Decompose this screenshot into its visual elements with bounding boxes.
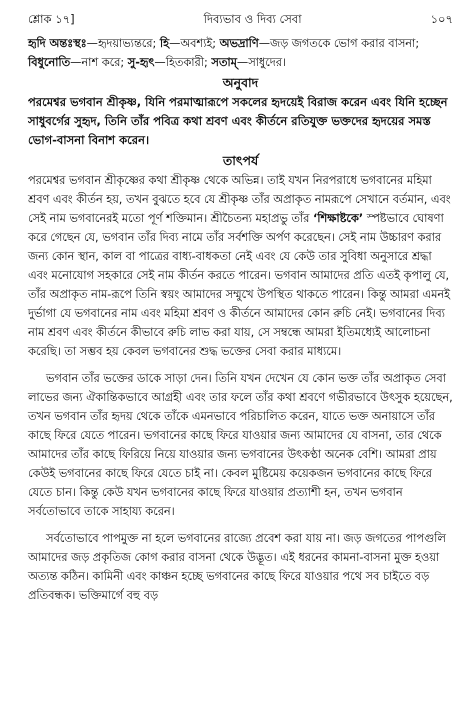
word-meanings	[28, 34, 453, 72]
translation-text: পরমেশ্বর ভগবান শ্রীকৃষ্ণ, যিনি পরমাত্মারূপে সকলের হৃদয়েই বিরাজ করেন এবং যিনি হচ্ছেন সাধুবর্গের সুহৃদ, তিনি তাঁর পবিত্র কথা শ্রবণ এবং কীর্তনে রতিযুক্ত ভক্তদের হৃদয়ের সমস্ত ভোগ-বাসনা বিনাশ করেন।	[28, 95, 448, 147]
chapter-title: দিব্যভাব ও দিব্য সেবা	[203, 12, 302, 26]
synonym-meaning: —সাধুদের।	[236, 56, 286, 69]
emphasized-title: ‘শিক্ষাষ্টকে’	[312, 212, 364, 225]
verse-reference: শ্লোক ১৭]	[28, 12, 75, 26]
synonym-meaning: —অবশ্যই;	[169, 37, 220, 50]
purport-body	[28, 171, 453, 605]
synonym-word: সতাম্‌	[211, 56, 237, 69]
page-number: ১০৭	[430, 12, 453, 26]
synonym-word: বিধুনোতি	[28, 56, 71, 69]
synonym-meaning: —নাশ করে;	[70, 56, 128, 69]
paragraph-text: সর্বতোভাবে পাপমুক্ত না হলে ভগবানের রাজ্যে প্রবেশ করা যায় না। জড় জগতের পাপগুলি আমাদের জড় প্রকৃতিজ কোগ করার বাসনা থেকে উদ্ভূত। এই ধরনের কামনা-বাসনা মুক্ত হওয়া অত্যন্ত কঠিন। কামিনী এবং কাঞ্চন হচ্ছে ভগবানের কাছে ফিরে যাওয়ার পথে সব চাইতে বড় প্রতিবন্ধক। ভক্তিমার্গে বহু বড়	[28, 532, 446, 602]
synonym-word: হি	[159, 37, 170, 50]
translation-heading: অনুবাদ	[222, 75, 259, 90]
paragraph-text: পরমেশ্বর ভগবান শ্রীকৃষ্ণের কথা শ্রীকৃষ্ণ থেকে অভিন্ন। তাই যখন নিরপরাধে ভগবানের মহিমা শ্রবণ এবং কীর্তন হয়, তখন বুঝতে হবে যে শ্রীকৃষ্ণ তাঁর অপ্রাকৃত নামরূপে সেখানে বর্তমান, এবং সেই নাম ভগবানেরই মতো পূর্ণ শক্তিমান। শ্রীচৈতন্য মহাপ্রভু তাঁর	[28, 174, 451, 225]
purport-paragraph	[28, 369, 453, 521]
synonym-word: সু-হৃৎ	[127, 56, 155, 69]
synonym-word: অভদ্রাণি	[219, 37, 259, 50]
synonym-meaning: —হিতকারী;	[154, 56, 212, 69]
page-header	[28, 6, 453, 32]
paragraph-text: স্পষ্টভাবে ঘোষণা করে গেছেন যে, ভগবান তাঁর দিব্য নামে তাঁর সর্বশক্তি অর্পণ করেছেন। সেই নাম উচ্চারণ করার জন্য কোন স্থান, কাল বা পাত্রের বাধ্য-বাধকতা নেই এবং যে কেউ তার সুবিধা অনুসারে শ্রদ্ধা এবং মনোযোগ সহকারে সেই নাম কীর্তন করতে পারেন। ভগবান আমাদের প্রতি এতই কৃপালু যে, তাঁর অপ্রাকৃত নাম-রূপে তিনি স্বয়ং আমাদের সম্মুখে উপস্থিত থাকতে পারেন। কিন্তু আমরা এমনই দুর্ভাগা যে ভগবানের নাম এবং মহিমা শ্রবণ ও কীর্তনে আমাদের কোন রুচি নেই। ভগবানের দিব্য নাম শ্রবণ এবং কীর্তনে কীভাবে রুচি লাভ করা যায়, সে সম্বন্ধে আমরা ইতিমধ্যেই আলোচনা করেছি। তা সম্ভব হয় কেবল ভগবানের শুদ্ধ ভক্তের সেবা করার মাধ্যমে।	[28, 212, 451, 358]
synonym-word: হৃদি অন্তঃস্থঃ	[28, 37, 87, 50]
synonym-meaning: —জড় জগতকে ভোগ করার বাসনা;	[258, 37, 420, 50]
purport-paragraph	[28, 171, 453, 361]
synonym-meaning: —হৃদয়াভ্যন্তরে;	[86, 37, 160, 50]
purport-heading: তাৎপর্য	[222, 153, 259, 168]
paragraph-text: ভগবান তাঁর ভক্তের ডাকে সাড়া দেন। তিনি যখন দেখেন যে কোন ভক্ত তাঁর অপ্রাকৃত সেবা লাভের জন্য ঐকান্তিকভাবে আগ্রহী এবং তার ফলে তাঁর কথা শ্রবণে গভীরভাবে উৎসুক হয়েছেন, তখন ভগবান তাঁর হৃদয় থেকে তাঁকে এমনভাবে পরিচালিত করেন, যাতে ভক্ত অনায়াসে তাঁর কাছে ফিরে যেতে পারেন। ভগবানের কাছে ফিরে যাওয়ার জন্য আমাদের যে বাসনা, তার থেকে আমাদের তাঁর কাছে ফিরিয়ে নিয়ে যাওয়ার জন্য ভগবানের উৎকণ্ঠা অনেক বেশি। আমরা প্রায় কেউই ভগবানের কাছে ফিরে যেতে চাই না। কেবল মুষ্টিমেয় কয়েকজন ভগবানের কাছে ফিরে যেতে চান। কিন্তু কেউ যখন ভগবানের কাছে ফিরে যাওয়ার প্রত্যাশী হন, তখন ভগবান সর্বতোভাবে তাকে সাহায্য করেন।	[28, 372, 453, 518]
purport-paragraph	[28, 529, 453, 605]
